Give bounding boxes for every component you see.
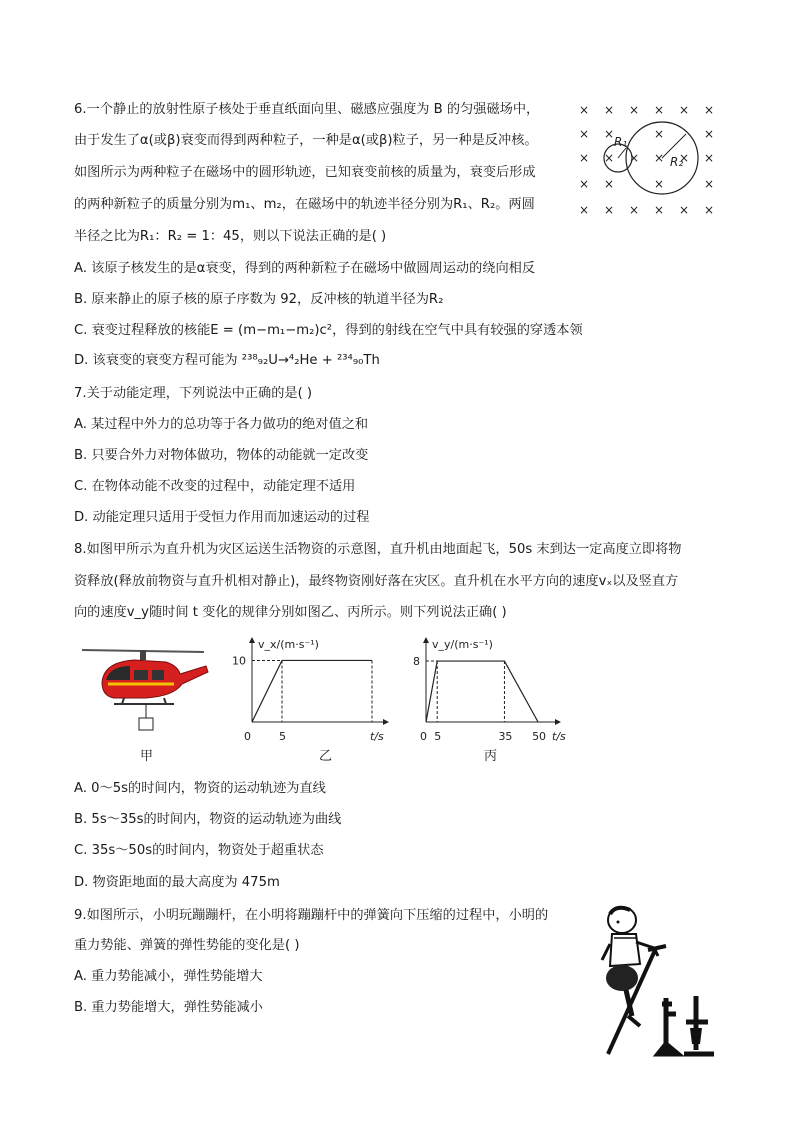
q6-line-5: 半径之比为R₁：R₂ = 1：45，则以下说法正确的是( ) (74, 229, 387, 244)
origin-label: 0 (244, 730, 251, 743)
q9-line-2: 重力势能、弹簧的弹性势能的变化是( ) (74, 938, 300, 953)
vy-time-chart (400, 630, 575, 748)
field-cross-mark: × (703, 151, 715, 165)
x-tick-label: 5 (279, 730, 286, 743)
field-cross-mark: × (653, 177, 665, 191)
q8-line-1: 8.如图甲所示为直升机为灾区运送生活物资的示意图，直升机由地面起飞，50s 末到达一定高度立即将物 (74, 542, 682, 557)
x-tick-label: 5 (434, 730, 442, 743)
field-cross-mark: × (678, 103, 690, 117)
field-cross-mark: × (703, 177, 715, 191)
y-tick-label: 10 (232, 654, 246, 668)
q9-option-b: B. 重力势能增大，弹性势能减小 (74, 1000, 263, 1015)
x-tick-label: 35 (498, 730, 513, 743)
field-cross-mark: × (653, 151, 665, 165)
r2-label: R₂ (670, 155, 684, 169)
q8-line-3: 向的速度v_y随时间 t 变化的规律分别如图乙、丙所示。则下列说法正确( ) (74, 605, 507, 620)
series-line (252, 660, 372, 722)
q7-option-c: C. 在物体动能不改变的过程中，动能定理不适用 (74, 479, 356, 494)
q7-option-d: D. 动能定理只适用于受恒力作用而加速运动的过程 (74, 510, 370, 525)
q7-stem: 7.关于动能定理，下列说法中正确的是( ) (74, 386, 313, 401)
field-cross-mark: × (703, 127, 715, 141)
r1-radius-line (618, 148, 626, 158)
helicopter-illustration (74, 640, 214, 740)
q6-line-1: 6.一个静止的放射性原子核处于垂直纸面向里、磁感应强度为 B 的匀强磁场中， (74, 102, 540, 117)
field-cross-mark: × (703, 203, 715, 217)
q7-option-a: A. 某过程中外力的总功等于各力做功的绝对值之和 (74, 417, 369, 432)
field-cross-mark: × (578, 127, 590, 141)
field-cross-mark: × (653, 127, 665, 141)
y-axis-label: v_x/(m·s⁻¹) (258, 638, 319, 651)
field-cross-mark: × (628, 203, 640, 217)
field-cross-mark: × (678, 151, 690, 165)
caption-bing: 丙 (484, 749, 498, 764)
field-cross-mark: × (603, 127, 615, 141)
caption-jia: 甲 (140, 749, 154, 764)
field-cross-mark: × (603, 151, 615, 165)
x-axis-label: t/s (552, 730, 566, 743)
field-cross-mark: × (578, 151, 590, 165)
field-cross-mark: × (578, 103, 590, 117)
field-cross-mark: × (703, 103, 715, 117)
vx-time-chart (228, 630, 400, 748)
y-tick-label: 8 (413, 655, 420, 669)
field-cross-mark: × (603, 177, 615, 191)
q6-option-c: C. 衰变过程释放的核能E = (m−m₁−m₂)c²，得到的射线在空气中具有较强的穿透本领 (74, 323, 583, 338)
q6-option-a: A. 该原子核发生的是α衰变，得到的两种新粒子在磁场中做圆周运动的绕向相反 (74, 261, 536, 276)
field-cross-mark: × (628, 151, 640, 165)
field-cross-mark: × (653, 103, 665, 117)
r1-label: R₁ (614, 135, 628, 149)
q8-option-d: D. 物资距地面的最大高度为 475m (74, 875, 280, 890)
field-cross-mark: × (578, 177, 590, 191)
x-axis-label: t/s (370, 730, 384, 743)
origin-label: 0 (420, 730, 427, 743)
q8-line-2: 资释放(释放前物资与直升机相对静止)，最终物资刚好落在灾区。直升机在水平方向的速度vₓ以及竖直方 (74, 574, 679, 589)
q8-option-c: C. 35s～50s的时间内，物资处于超重状态 (74, 843, 324, 858)
q6-line-4: 的两种新粒子的质量分别为m₁、m₂，在磁场中的轨迹半径分别为R₁、R₂。两圆 (74, 197, 535, 212)
q9-line-1: 9.如图所示，小明玩蹦蹦杆，在小明将蹦蹦杆中的弹簧向下压缩的过程中，小明的 (74, 908, 549, 923)
y-axis-label: v_y/(m·s⁻¹) (432, 638, 493, 651)
field-cross-mark: × (678, 203, 690, 217)
field-cross-mark: × (603, 103, 615, 117)
pogo-stick-boy-illustration (596, 904, 728, 1066)
q7-option-b: B. 只要合外力对物体做功，物体的动能就一定改变 (74, 448, 369, 463)
q9-option-a: A. 重力势能减小，弹性势能增大 (74, 969, 263, 984)
field-cross-mark: × (628, 103, 640, 117)
q6-line-2: 由于发生了α(或β)衰变而得到两种粒子，一种是α(或β)粒子，另一种是反冲核。 (74, 133, 538, 148)
magnetic-field-figure (574, 96, 724, 218)
series-line (426, 661, 538, 722)
q8-option-b: B. 5s～35s的时间内，物资的运动轨迹为曲线 (74, 812, 342, 827)
q6-option-d: D. 该衰变的衰变方程可能为 ²³⁸₉₂U→⁴₂He + ²³⁴₉₀Th (74, 353, 380, 368)
caption-yi: 乙 (319, 749, 333, 764)
x-tick-label: 50 (532, 730, 547, 743)
q6-line-3: 如图所示为两种粒子在磁场中的圆形轨迹，已知衰变前核的质量为，衰变后形成 (74, 165, 536, 180)
field-cross-mark: × (653, 203, 665, 217)
q8-option-a: A. 0～5s的时间内，物资的运动轨迹为直线 (74, 781, 326, 796)
q6-option-b: B. 原来静止的原子核的原子序数为 92，反冲核的轨道半径为R₂ (74, 292, 444, 307)
field-cross-mark: × (578, 203, 590, 217)
field-cross-mark: × (603, 203, 615, 217)
